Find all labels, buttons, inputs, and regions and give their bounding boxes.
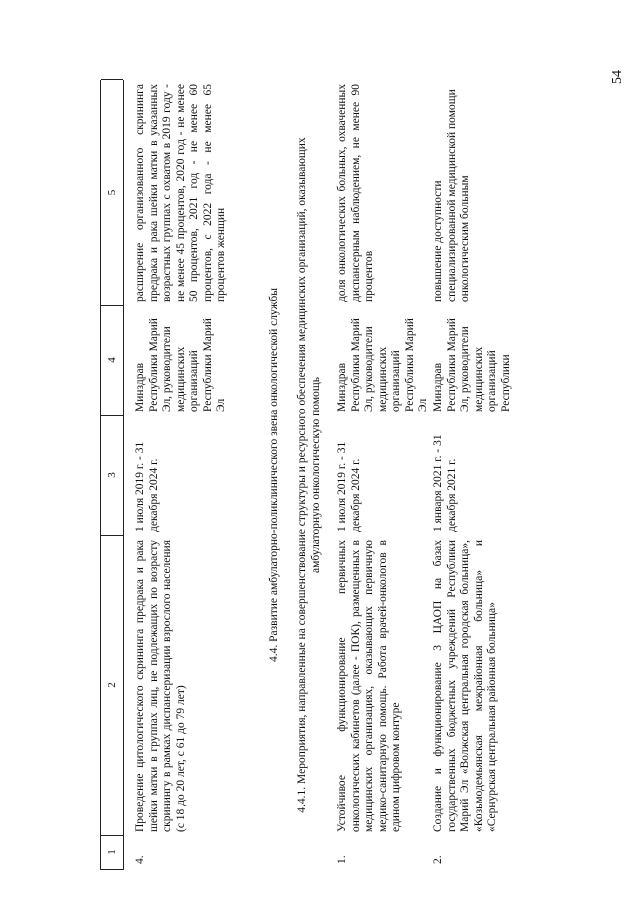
header-col-5: 5	[101, 79, 123, 306]
period-text: 1 июля 2019 г. - 31 декабря 2024 г.	[134, 441, 160, 532]
result-text: доля онкологических больных, охваченных диспансерным наблюдением, не менее 90 процентов	[336, 84, 375, 302]
period-text: 1 января 2021 г. - 31 декабря 2021 г.	[432, 434, 458, 532]
result-text: расширение организованного скрининга предрака и рака шейки матки в указанных возрастных группах с охватом в 2019 году - не менее 45 процентов, 2020 год - не менее 50 процентов, 2021 год - не менее 60 процентов, с 2022 года - не менее 65 процентов женщин	[134, 84, 227, 302]
measure-text: Устойчивое функционирование первичных онкологических кабинетов (далее - ПОК), размещенных в медицинских организациях, оказывающих первичную медико-санитарную помощь. Работа врачей-онкологов в едином цифровом контуре	[336, 540, 402, 832]
header-col-3: 3	[101, 415, 123, 536]
result-text: повышение доступности специализированной медицинской помощи онкологическим больным	[432, 89, 471, 302]
table-row	[130, 80, 240, 870]
period-text: 1 июля 2019 г. - 31 декабря 2024 г.	[336, 441, 362, 532]
table-row	[332, 80, 429, 870]
responsible-text: Минздрав Республики Марий Эл, руководители медицинских организаций Республики	[432, 318, 512, 412]
header-col-4: 4	[101, 305, 123, 416]
responsible-text: Минздрав Республики Марий Эл, руководители медицинских организаций Республики Марий Эл	[134, 318, 227, 412]
section-title: 4.4. Развитие амбулаторно-поликлинического звена онкологической службы	[268, 288, 280, 663]
rotated-page-content	[100, 80, 510, 870]
row-number: 2.	[432, 855, 444, 864]
row-number: 1.	[336, 855, 348, 864]
subsection-title: 4.4.1. Мероприятия, направленные на совершенствование структуры и ресурсного обеспечения медицинских организаций, оказывающих амбулаторную онкологическую помощь	[296, 137, 322, 813]
measure-text: Проведение цитологического скрининга предрака и рака шейки матки в группах лиц, не подлежащих по возрасту скринингу в рамках диспансеризации взрослого населения (с 18 до 20 лет, с 61 до 79 лет)	[134, 540, 187, 832]
measure-text: Создание и функционирование 3 ЦАОП на базах государственных бюджетных учреждений Республики Марий Эл «Волжская центральная городская больница», «Козьмодемьянская межрайонная больница» и «Сернурская центральная районная больница»	[432, 540, 498, 832]
row-number: 4.	[134, 855, 146, 864]
page-number: 54	[610, 70, 625, 84]
table-header-row	[100, 80, 124, 870]
header-col-2: 2	[101, 535, 123, 836]
responsible-text: Минздрав Республики Марий Эл, руководители медицинских организаций Республики Марий Эл	[336, 318, 429, 412]
header-col-1: 1	[101, 835, 123, 870]
table-row	[428, 80, 510, 870]
